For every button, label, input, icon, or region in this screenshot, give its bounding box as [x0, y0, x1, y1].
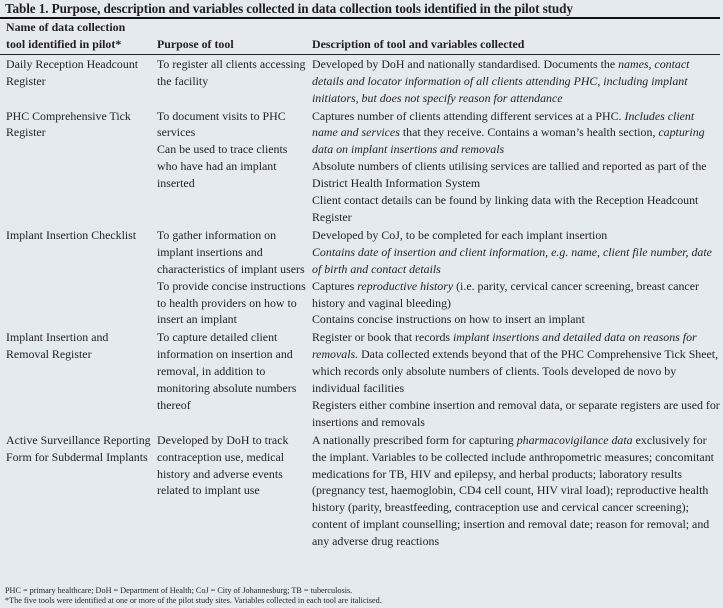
- description-paragraph: [312, 311, 720, 328]
- purpose-item: To gather information on implant insertions and characteristics of implant users: [157, 227, 305, 276]
- description-text: Developed by DoH and nationally standardised. Documents the: [312, 56, 619, 71]
- table-row: [0, 328, 720, 430]
- table-footnotes: [5, 586, 382, 606]
- description-text: that they receive. Contains a woman’s health section,: [399, 125, 659, 140]
- description-text: Absolute numbers of clients utilising services are tallied and reported as part of the District Health Information System: [312, 159, 707, 191]
- table-body: [0, 54, 720, 550]
- header-tool-name-line2: tool identified in pilot*: [6, 36, 122, 51]
- footnote-note: *The five tools were identified at one or more of the pilot study sites. Variables collected in each tool are italicised.: [5, 595, 382, 605]
- tool-name-cell: Active Surveillance Reporting Form for Subdermal Implants: [6, 432, 151, 464]
- purpose-cell: [151, 431, 306, 550]
- purpose-cell: [151, 54, 306, 106]
- italic-variable-text: implant insertions and detailed data on reasons for removals.: [312, 330, 697, 362]
- description-text: Register or book that records: [312, 330, 453, 345]
- table-row: [0, 226, 720, 328]
- description-cell: [306, 226, 720, 328]
- tool-name-cell: PHC Comprehensive Tick Register: [6, 108, 131, 140]
- purpose-item: To capture detailed client information on insertion and removal, in addition to monitoring absolute numbers thereof: [157, 330, 297, 412]
- table-row: [0, 107, 720, 226]
- purpose-cell: [151, 328, 306, 430]
- header-row: [0, 19, 720, 54]
- tool-name-cell: Implant Insertion Checklist: [6, 227, 137, 242]
- description-text: exclusively for the implant. Variables to be collected include anthropometric measures; concomitant medications for TB, HIV and epilepsy, and herbal products; laboratory results (pregnancy test, haemoglobin, CD4 cell count, HIV viral load); reproductive health history (parity, breastfeeding, contraception use and cervical cancer screening); content of implant counselling; insertion and removal date; reason for removal; and any adverse drug reactions: [312, 432, 714, 549]
- purpose-cell: [151, 226, 306, 328]
- italic-variable-text: names, contact details and locator information of all clients attending PHC, including implant initiators, but does not specify reason for attendance: [312, 56, 690, 105]
- italic-variable-text: Includes client name and services: [312, 108, 695, 140]
- data-collection-tools-table: [0, 19, 720, 550]
- footnote-abbreviations: PHC = primary healthcare; DoH = Department of Health; CoJ = City of Johannesburg; TB = tuberculosis.: [5, 586, 353, 595]
- header-tool-name-line1: Name of data collection: [6, 20, 126, 34]
- italic-variable-text: capturing data on implant insertions and removals: [312, 125, 705, 157]
- purpose-cell: [151, 107, 306, 226]
- table-title: Table 1. Purpose, description and variables collected in data collection tools identified in the pilot study: [5, 1, 573, 16]
- description-text: (i.e. parity, cervical cancer screening, breast cancer history and vaginal bleeding): [312, 278, 699, 310]
- description-text: Captures: [312, 278, 358, 293]
- description-paragraph: [312, 192, 720, 226]
- italic-variable-text: pharmacovigilance data: [516, 432, 633, 447]
- description-text: Contains concise instructions on how to insert an implant: [312, 312, 585, 327]
- description-paragraph: [312, 397, 720, 431]
- table-row: [0, 431, 720, 550]
- description-paragraph: [312, 329, 720, 397]
- description-text: Developed by CoJ, to be completed for each implant insertion: [312, 227, 608, 242]
- purpose-item: To document visits to PHC services: [157, 108, 286, 140]
- description-text: Captures number of clients attending different services at a PHC.: [312, 108, 625, 123]
- table-header: [0, 19, 720, 54]
- italic-variable-text: Contains date of insertion and client information, e.g. name, client file number, date of birth and contact details: [312, 244, 712, 276]
- description-cell: [306, 328, 720, 430]
- purpose-item: To register all clients accessing the facility: [157, 56, 306, 88]
- header-purpose: Purpose of tool: [157, 36, 234, 51]
- purpose-item: Can be used to trace clients who have had an implant inserted: [157, 142, 288, 191]
- description-paragraph: [312, 244, 720, 278]
- description-paragraph: [312, 158, 720, 192]
- description-text: Data collected extends beyond that of the PHC Comprehensive Tick Sheet, which records only absolute numbers of clients. Tools developed de novo by individual facilities: [312, 347, 719, 396]
- description-cell: [306, 54, 720, 106]
- description-paragraph: [312, 278, 720, 312]
- description-cell: [306, 431, 720, 550]
- description-cell: [306, 107, 720, 226]
- description-text: A nationally prescribed form for capturing: [312, 432, 517, 447]
- tool-name-cell: Daily Reception Headcount Register: [6, 56, 139, 88]
- description-text: Client contact details can be found by linking data with the Reception Headcount Register: [312, 193, 699, 224]
- purpose-item: To provide concise instructions to health providers on how to insert an implant: [157, 278, 306, 327]
- description-paragraph: [312, 432, 720, 550]
- description-paragraph: [312, 227, 720, 244]
- description-text: Registers either combine insertion and removal data, or separate registers are used for insertions and removals: [312, 397, 720, 429]
- header-tool-name: [0, 19, 151, 54]
- tool-name-cell: Implant Insertion and Removal Register: [6, 330, 109, 362]
- description-paragraph: [312, 56, 720, 107]
- table-row: [0, 54, 720, 106]
- header-description: Description of tool and variables collected: [312, 36, 525, 51]
- purpose-item: Developed by DoH to track contraception use, medical history and adverse events related to implant use: [157, 432, 289, 498]
- description-paragraph: [312, 108, 720, 159]
- italic-variable-text: reproductive history: [357, 278, 454, 293]
